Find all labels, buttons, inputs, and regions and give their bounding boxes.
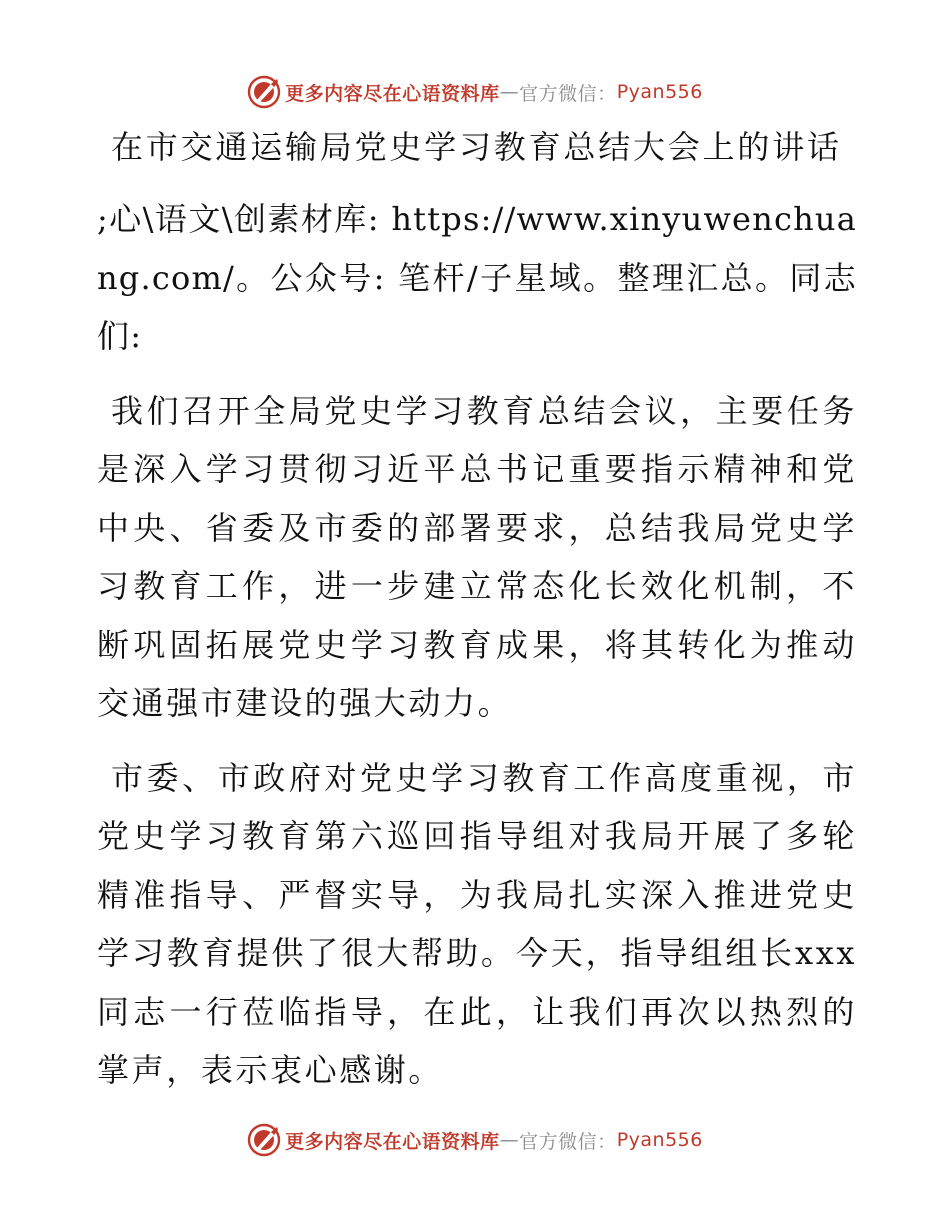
- document-body: [97, 118, 857, 1100]
- watermark-dash: —: [499, 81, 520, 103]
- quill-pen-logo-icon: [247, 1123, 281, 1157]
- watermark-site-text: 更多内容尽在心语资料库: [285, 1130, 500, 1153]
- watermark-wechat-label: 官方微信：: [519, 82, 617, 105]
- watermark-site-text: 更多内容尽在心语资料库: [285, 82, 500, 105]
- watermark-header: [0, 72, 950, 112]
- source-line: ;心\语文\创素材库: https://www.xinyuwenchuang.com/。公众号: 笔杆/子星域。整理汇总。同志们:: [97, 200, 857, 355]
- document-title: 在市交通运输局党史学习教育总结大会上的讲话: [111, 128, 842, 166]
- quill-pen-logo-icon: [247, 75, 281, 109]
- watermark-wechat-id: Pyan556: [616, 1129, 703, 1151]
- watermark-dash: —: [499, 1129, 520, 1151]
- watermark-wechat-id: Pyan556: [616, 81, 703, 103]
- watermark-wechat-label: 官方微信：: [519, 1130, 617, 1153]
- watermark-footer: [0, 1120, 950, 1160]
- paragraph-2: 市委、市政府对党史学习教育工作高度重视，市党史学习教育第六巡回指导组对我局开展了多轮精准指导、严督实导，为我局扎实深入推进党史学习教育提供了很大帮助。今天，指导组组长xxx同志一行莅临指导，在此，让我们再次以热烈的掌声，表示衷心感谢。: [97, 758, 857, 1089]
- paragraph-1: 我们召开全局党史学习教育总结会议，主要任务是深入学习贯彻习近平总书记重要指示精神和党中央、省委及市委的部署要求，总结我局党史学习教育工作，进一步建立常态化长效化机制，不断巩固拓展党史学习教育成果，将其转化为推动交通强市建设的强大动力。: [97, 391, 857, 722]
